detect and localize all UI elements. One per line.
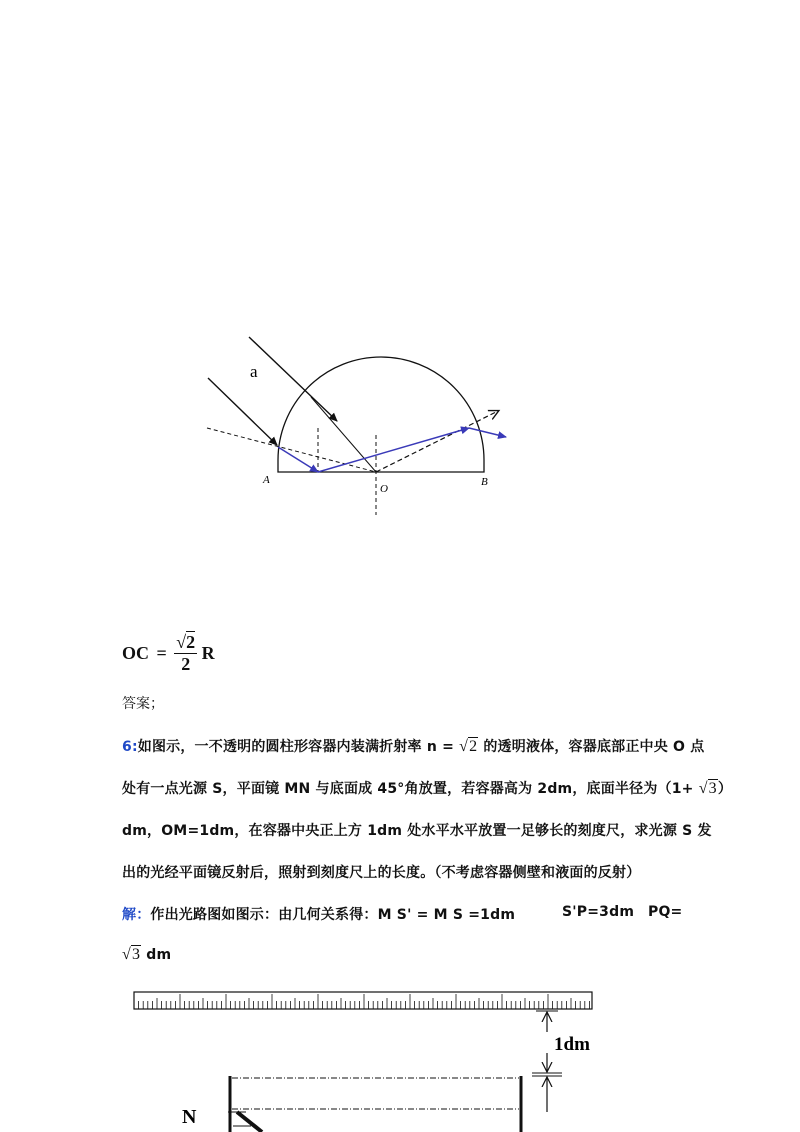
refracted-ray-blue bbox=[278, 447, 318, 472]
label-N: N bbox=[182, 1106, 197, 1128]
label-O: O bbox=[380, 483, 388, 495]
sqrt-3-answer: √3 bbox=[122, 946, 141, 963]
formula-den: 2 bbox=[181, 654, 191, 674]
label-1dm: 1dm bbox=[554, 1034, 590, 1055]
label-A: A bbox=[263, 474, 270, 486]
label-B: B bbox=[481, 476, 488, 488]
solution-pq: PQ= bbox=[648, 904, 683, 920]
problem-line-3: dm，OM=1dm，在容器中央正上方 1dm 处水平水平放置一足够长的刻度尺，求光源 S 发 bbox=[122, 823, 712, 839]
solution-line-1: 解：作出光路图如图示：由几何关系得：M S' = M S =1dm bbox=[122, 907, 516, 923]
ray-a-inside bbox=[311, 397, 376, 472]
problem-number: 6: bbox=[122, 739, 138, 755]
dashed-reflected-ray bbox=[376, 411, 498, 472]
sqrt-3: √3 bbox=[698, 780, 717, 797]
solution-line-2: √3 dm bbox=[122, 946, 172, 963]
label-a: a bbox=[250, 362, 258, 381]
formula-num-radicand: 2 bbox=[186, 632, 196, 652]
formula-lhs: OC bbox=[122, 643, 149, 663]
refracted-ray-blue-2 bbox=[318, 428, 469, 472]
formula-fraction: $\frac{√2}{2}$ bbox=[176, 632, 196, 674]
refraction-diagram bbox=[195, 325, 525, 525]
problem-line-2: 处有一点光源 S，平面镜 MN 与底面成 45°角放置，若容器高为 2dm，底面半径为（1+ √3） bbox=[122, 780, 733, 797]
incident-ray-lower bbox=[208, 378, 277, 445]
mirror-mn bbox=[237, 1112, 262, 1132]
dashed-extension bbox=[207, 428, 376, 472]
solution-label: 解： bbox=[122, 907, 151, 923]
solution-sp: S'P=3dm bbox=[562, 904, 635, 920]
formula-eq: = bbox=[156, 643, 167, 663]
answer-label: 答案； bbox=[122, 696, 164, 712]
incident-ray-a bbox=[249, 337, 337, 421]
problem-line-4: 出的光经平面镜反射后，照射到刻度尺上的长度。（不考虑容器侧壁和液面的反射） bbox=[122, 865, 641, 881]
ruler-container-diagram bbox=[120, 975, 610, 1132]
problem-line-1: 6:如图示，一不透明的圆柱形容器内装满折射率 n = √2 的透明液体，容器底部正中央 O 点 bbox=[122, 738, 705, 755]
exit-ray-blue bbox=[469, 428, 506, 437]
formula-oc bbox=[122, 632, 215, 675]
formula-rhs: R bbox=[201, 643, 215, 663]
sqrt-2: √2 bbox=[459, 738, 478, 755]
ruler-ticks bbox=[139, 994, 590, 1009]
